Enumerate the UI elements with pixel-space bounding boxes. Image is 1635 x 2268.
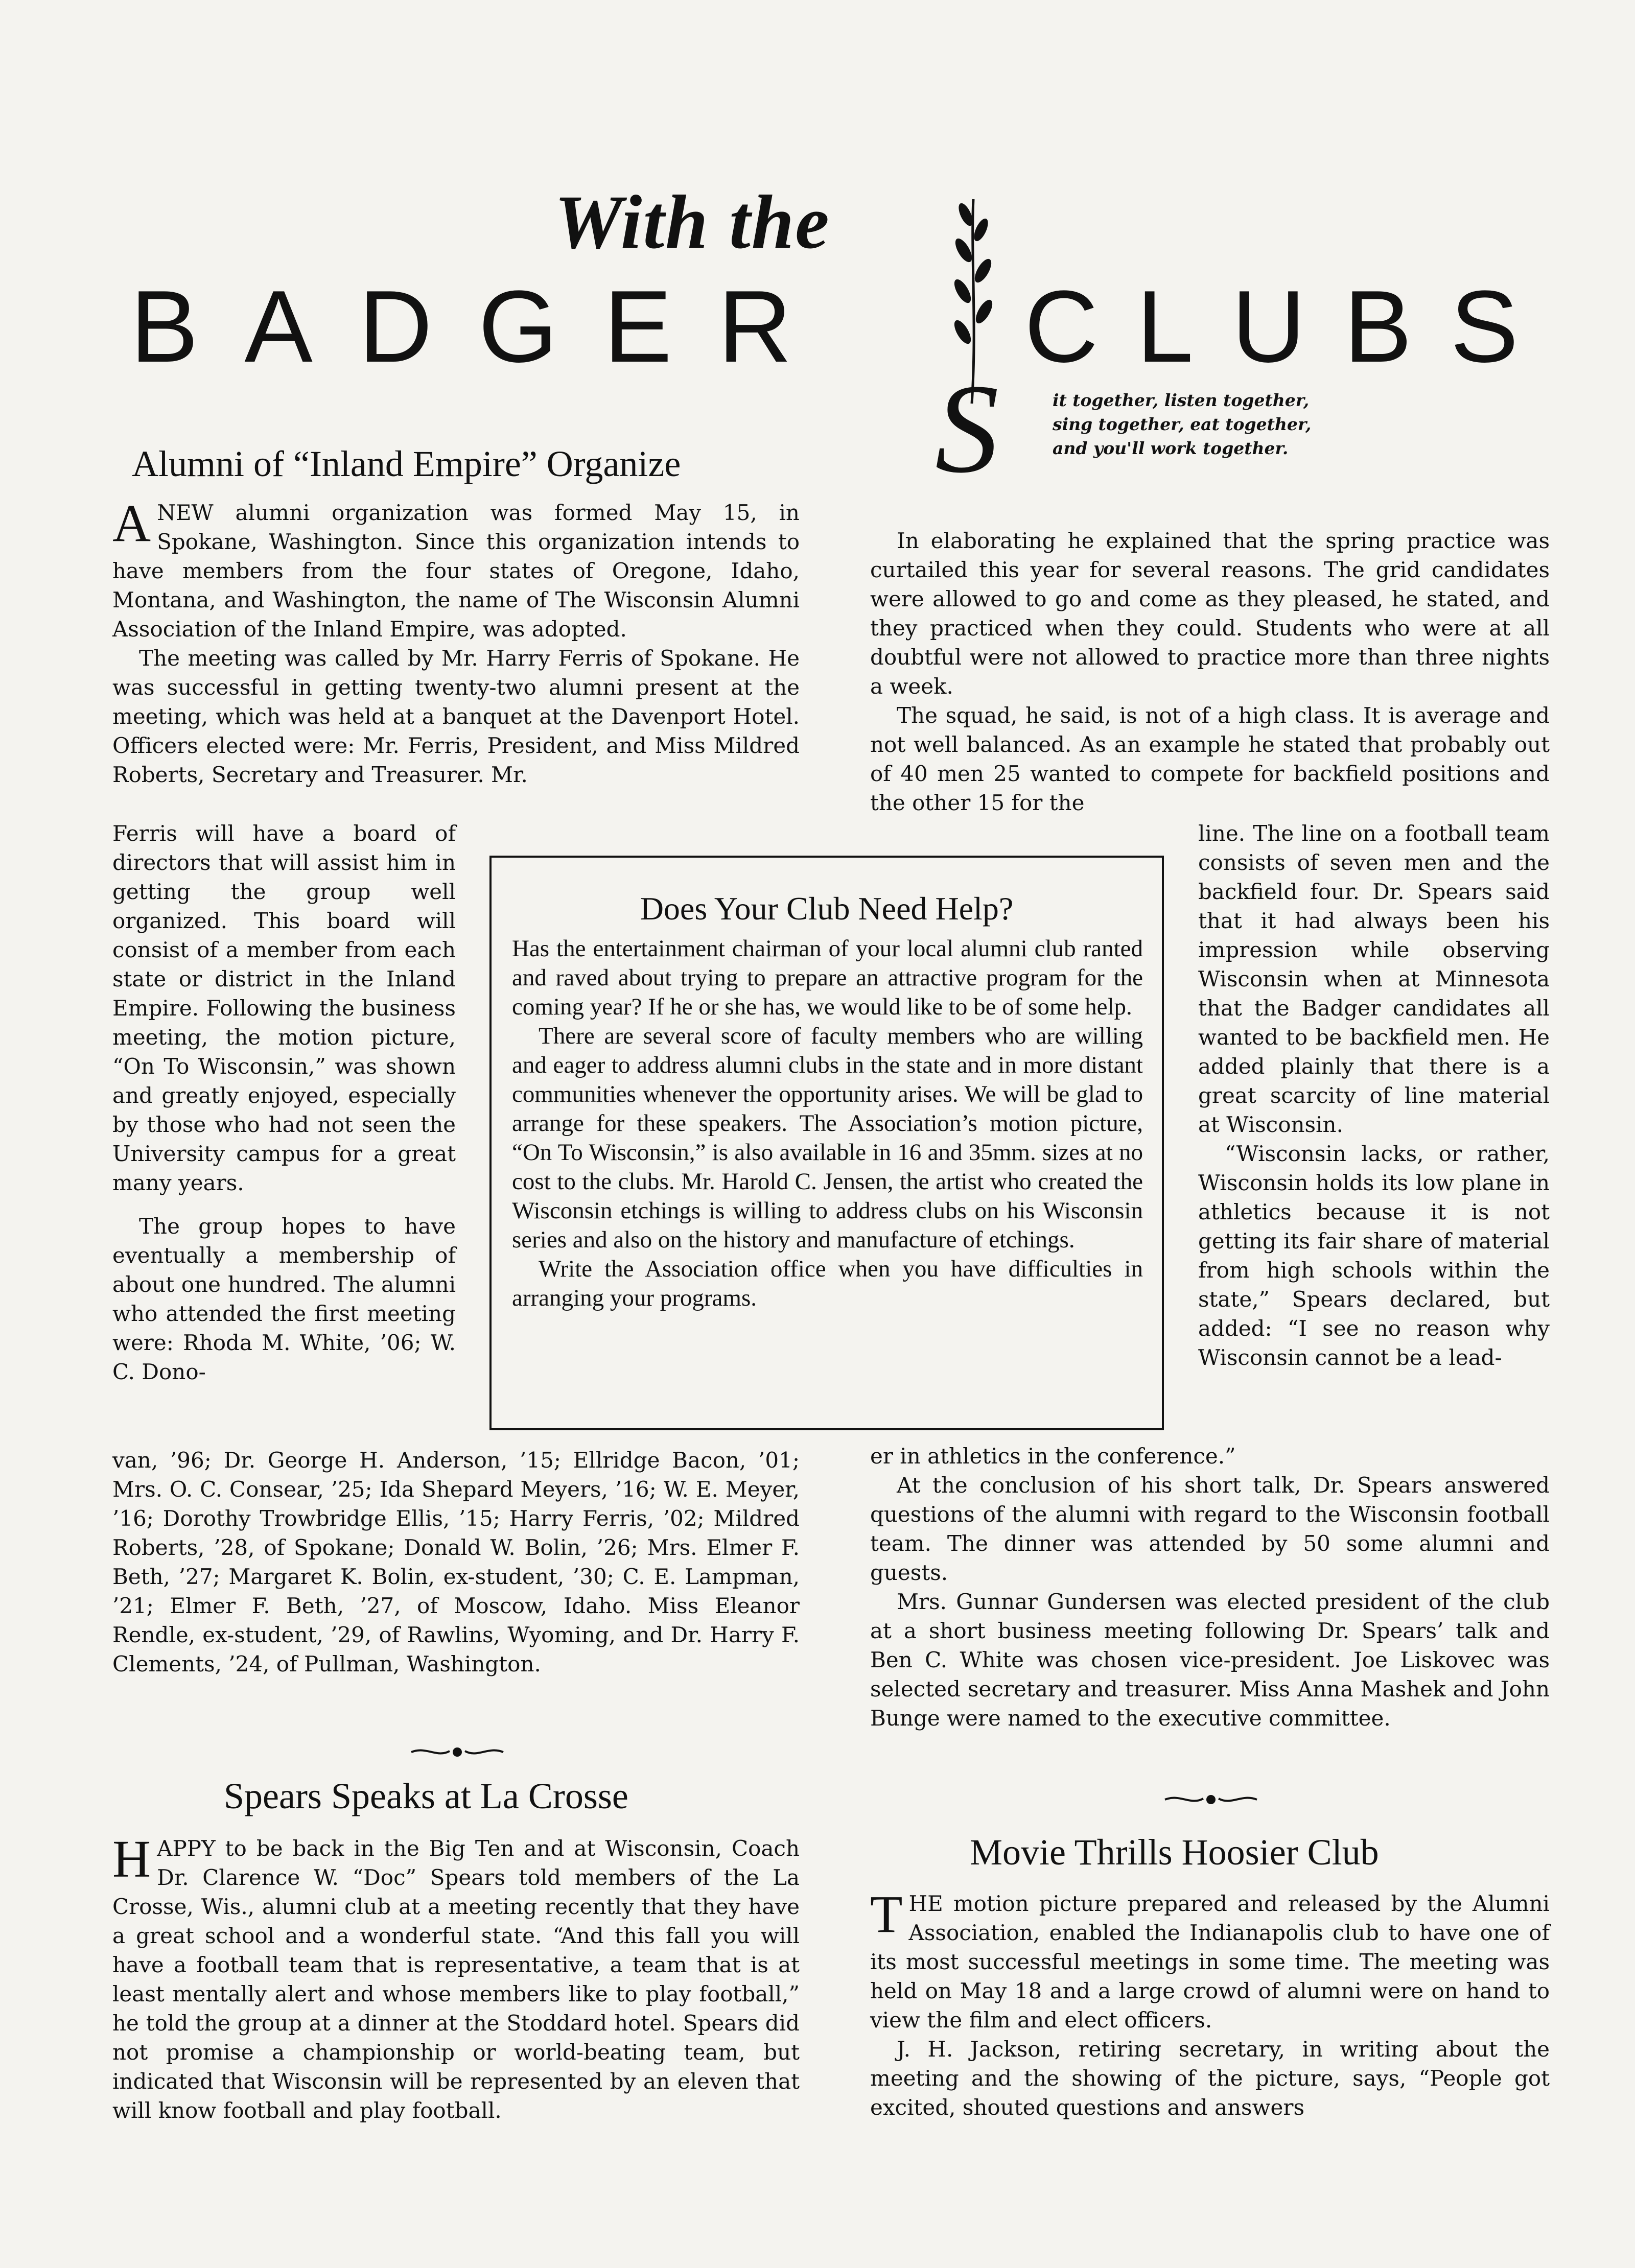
article-la-crosse-body bbox=[112, 1830, 800, 2125]
ornament-divider-icon bbox=[409, 1742, 506, 1762]
notice-title: Does Your Club Need Help? bbox=[640, 890, 1014, 927]
article-title-inland-empire: Alumni of “Inland Empire” Organize bbox=[132, 443, 681, 484]
article-la-crosse-continued bbox=[870, 526, 1550, 817]
paragraph: There are several score of faculty members who are willing and eager to address alumni clubs in the state and in more distant communities whenever the opportunity arises. We will be glad to arrange for these speakers. The Association’s motion picture, “On To Wisconsin,” is also available in 16 and 35mm. sizes at no cost to the clubs. Mr. Harold C. Jensen, the artist who created the Wisconsin etchings is willing to address clubs on his Wisconsin series and also on the history and manufacture of etchings. bbox=[512, 1023, 1143, 1253]
motto bbox=[1053, 388, 1410, 460]
paragraph: Ferris will have a board of directors that will assist him in getting the group well organized. This board will consist of a member from each state or district in the Inland Empire. Following the business meeting, the motion picture, “On To Wisconsin,” was shown and greatly enjoyed, especially by those who had not seen the University campus for a great many years. bbox=[112, 821, 456, 1195]
paragraph: “Wisconsin lacks, or rather, Wisconsin holds its low plane in athletics because it is not getting its fair share of material from high schools within the state,” Spears declared, but added: “I see no reason why Wisconsin cannot be a lead- bbox=[1198, 1141, 1550, 1370]
paragraph: APPY to be back in the Big Ten and at Wisconsin, Coach Dr. Clarence W. “Doc” Spears told members of the La Crosse, Wis., alumni club at a meeting recently that they have a great school and a wonderful state. “And this fall you will have a football team that is representative, a team that is at least mentally alert and whose members like to play football,” he told the group at a dinner at the Stoddard hotel. Spears did not promise a championship or world-beating team, but indicated that Wisconsin will be represented by an eleven that will know football and play football. bbox=[112, 1836, 800, 2123]
paragraph: Has the entertainment chairman of your local alumni club ranted and raved about trying to prepare an attractive program for the coming year? If he or she has, we would like to be of some help. bbox=[512, 935, 1143, 1020]
article-la-crosse-end bbox=[870, 1442, 1550, 1733]
motto-line: sing together, eat together, bbox=[1053, 414, 1312, 434]
paragraph: er in athletics in the conference.” bbox=[870, 1444, 1236, 1469]
paragraph: NEW alumni organization was formed May 15, in Spokane, Washington. Since this organization intends to have members from the four states of Oregone, Idaho, Montana, and Washington, the name of The Wisconsin Alumni Association of the Inland Empire, was adopted. bbox=[112, 500, 800, 642]
paragraph: In elaborating he explained that the spring practice was curtailed this year for several reasons. The grid candidates were allowed to go and come as they pleased, he stated, and they practiced when they could. Students who were at all doubtful were not allowed to practice more than three nights a week. bbox=[870, 528, 1550, 699]
paragraph: van, ’96; Dr. George H. Anderson, ’15; Ellridge Bacon, ’01; Mrs. O. C. Consear, ’25; Ida Shepard Meyers, ’16; W. E. Meyer, ’16; Dorothy Trowbridge Ellis, ’15; Harry Ferris, ’02; Mildred Roberts, ’28, of Spokane; Donald W. Bolin, ’26; Mrs. Elmer F. Beth, ’27; Margaret K. Bolin, ex-student, ’30; C. E. Lampman, ’21; Elmer F. Beth, ’27, of Moscow, Idaho. Miss Eleanor Rendle, ex-student, ’29, of Rawlins, Wyoming, and Dr. Harry F. Clements, ’24, of Pullman, Washington. bbox=[112, 1448, 800, 1676]
paragraph: At the conclusion of his short talk, Dr. Spears answered questions of the alumni with regard to the Wisconsin football team. The dinner was attended by 50 some alumni and guests. bbox=[870, 1473, 1550, 1585]
paragraph: The squad, he said, is not of a high class. It is average and not well balanced. As an example he stated that probably out of 40 men 25 wanted to compete for backfield positions and the other 15 for the bbox=[870, 703, 1550, 815]
article-title-hoosier: Movie Thrills Hoosier Club bbox=[970, 1832, 1379, 1873]
masthead-badger: BADGER bbox=[130, 270, 838, 384]
drop-cap: A bbox=[112, 494, 151, 553]
article-title-la-crosse: Spears Speaks at La Crosse bbox=[224, 1776, 628, 1816]
ornament-divider-icon bbox=[1162, 1789, 1259, 1810]
masthead-clubs: CLUBS bbox=[1024, 270, 1557, 384]
paragraph: Write the Association office when you have difficulties in arranging your programs. bbox=[512, 1256, 1143, 1311]
paragraph: The group hopes to have eventually a membership of about one hundred. The alumni who attended the first meeting were: Rhoda M. White, ’06; W. C. Dono- bbox=[112, 1214, 456, 1384]
notice-box bbox=[489, 856, 1164, 1430]
article-hoosier-body bbox=[870, 1885, 1550, 2122]
article-la-crosse-narrow bbox=[1198, 819, 1550, 1372]
paragraph: J. H. Jackson, retiring secretary, in writing about the meeting and the showing of the picture, says, “People got excited, shouted questions and answers bbox=[870, 2037, 1550, 2120]
motto-initial: S bbox=[935, 358, 999, 500]
paragraph: The meeting was called by Mr. Harry Ferris of Spokane. He was successful in getting twenty-two alumni present at the meeting, which was held at a banquet at the Davenport Hotel. Officers elected were: Mr. Ferris, President, and Miss Mildred Roberts, Secretary and Treasurer. Mr. bbox=[112, 646, 800, 787]
masthead-with-the: With the bbox=[554, 180, 830, 265]
paragraph: HE motion picture prepared and released by the Alumni Association, enabled the Indianapolis club to have one of its most successful meetings in some time. The meeting was held on May 18 and a large crowd of alumni were on hand to view the film and elect officers. bbox=[870, 1891, 1550, 2033]
paragraph: Mrs. Gunnar Gundersen was elected president of the club at a short business meeting following Dr. Spears’ talk and Ben C. White was chosen vice-president. Joe Liskovec was selected secretary and treasurer. Miss Anna Mashek and John Bunge were named to the executive committee. bbox=[870, 1589, 1550, 1731]
article-inland-empire-intro bbox=[112, 494, 800, 789]
article-inland-empire-members bbox=[112, 1446, 800, 1679]
motto-line: it together, listen together, bbox=[1053, 390, 1310, 410]
motto-line: and you'll work together. bbox=[1053, 438, 1289, 458]
article-inland-empire-narrow bbox=[112, 819, 456, 1386]
drop-cap: T bbox=[870, 1885, 903, 1944]
notice-body bbox=[512, 934, 1143, 1313]
paragraph: line. The line on a football team consists of seven men and the backfield four. Dr. Spears said that it had always been his impression while observing Wisconsin when at Minnesota that the Badger candidates all wanted to be backfield men. He added plainly that there is a great scarcity of line material at Wisconsin. bbox=[1198, 821, 1550, 1137]
drop-cap: H bbox=[112, 1830, 151, 1888]
